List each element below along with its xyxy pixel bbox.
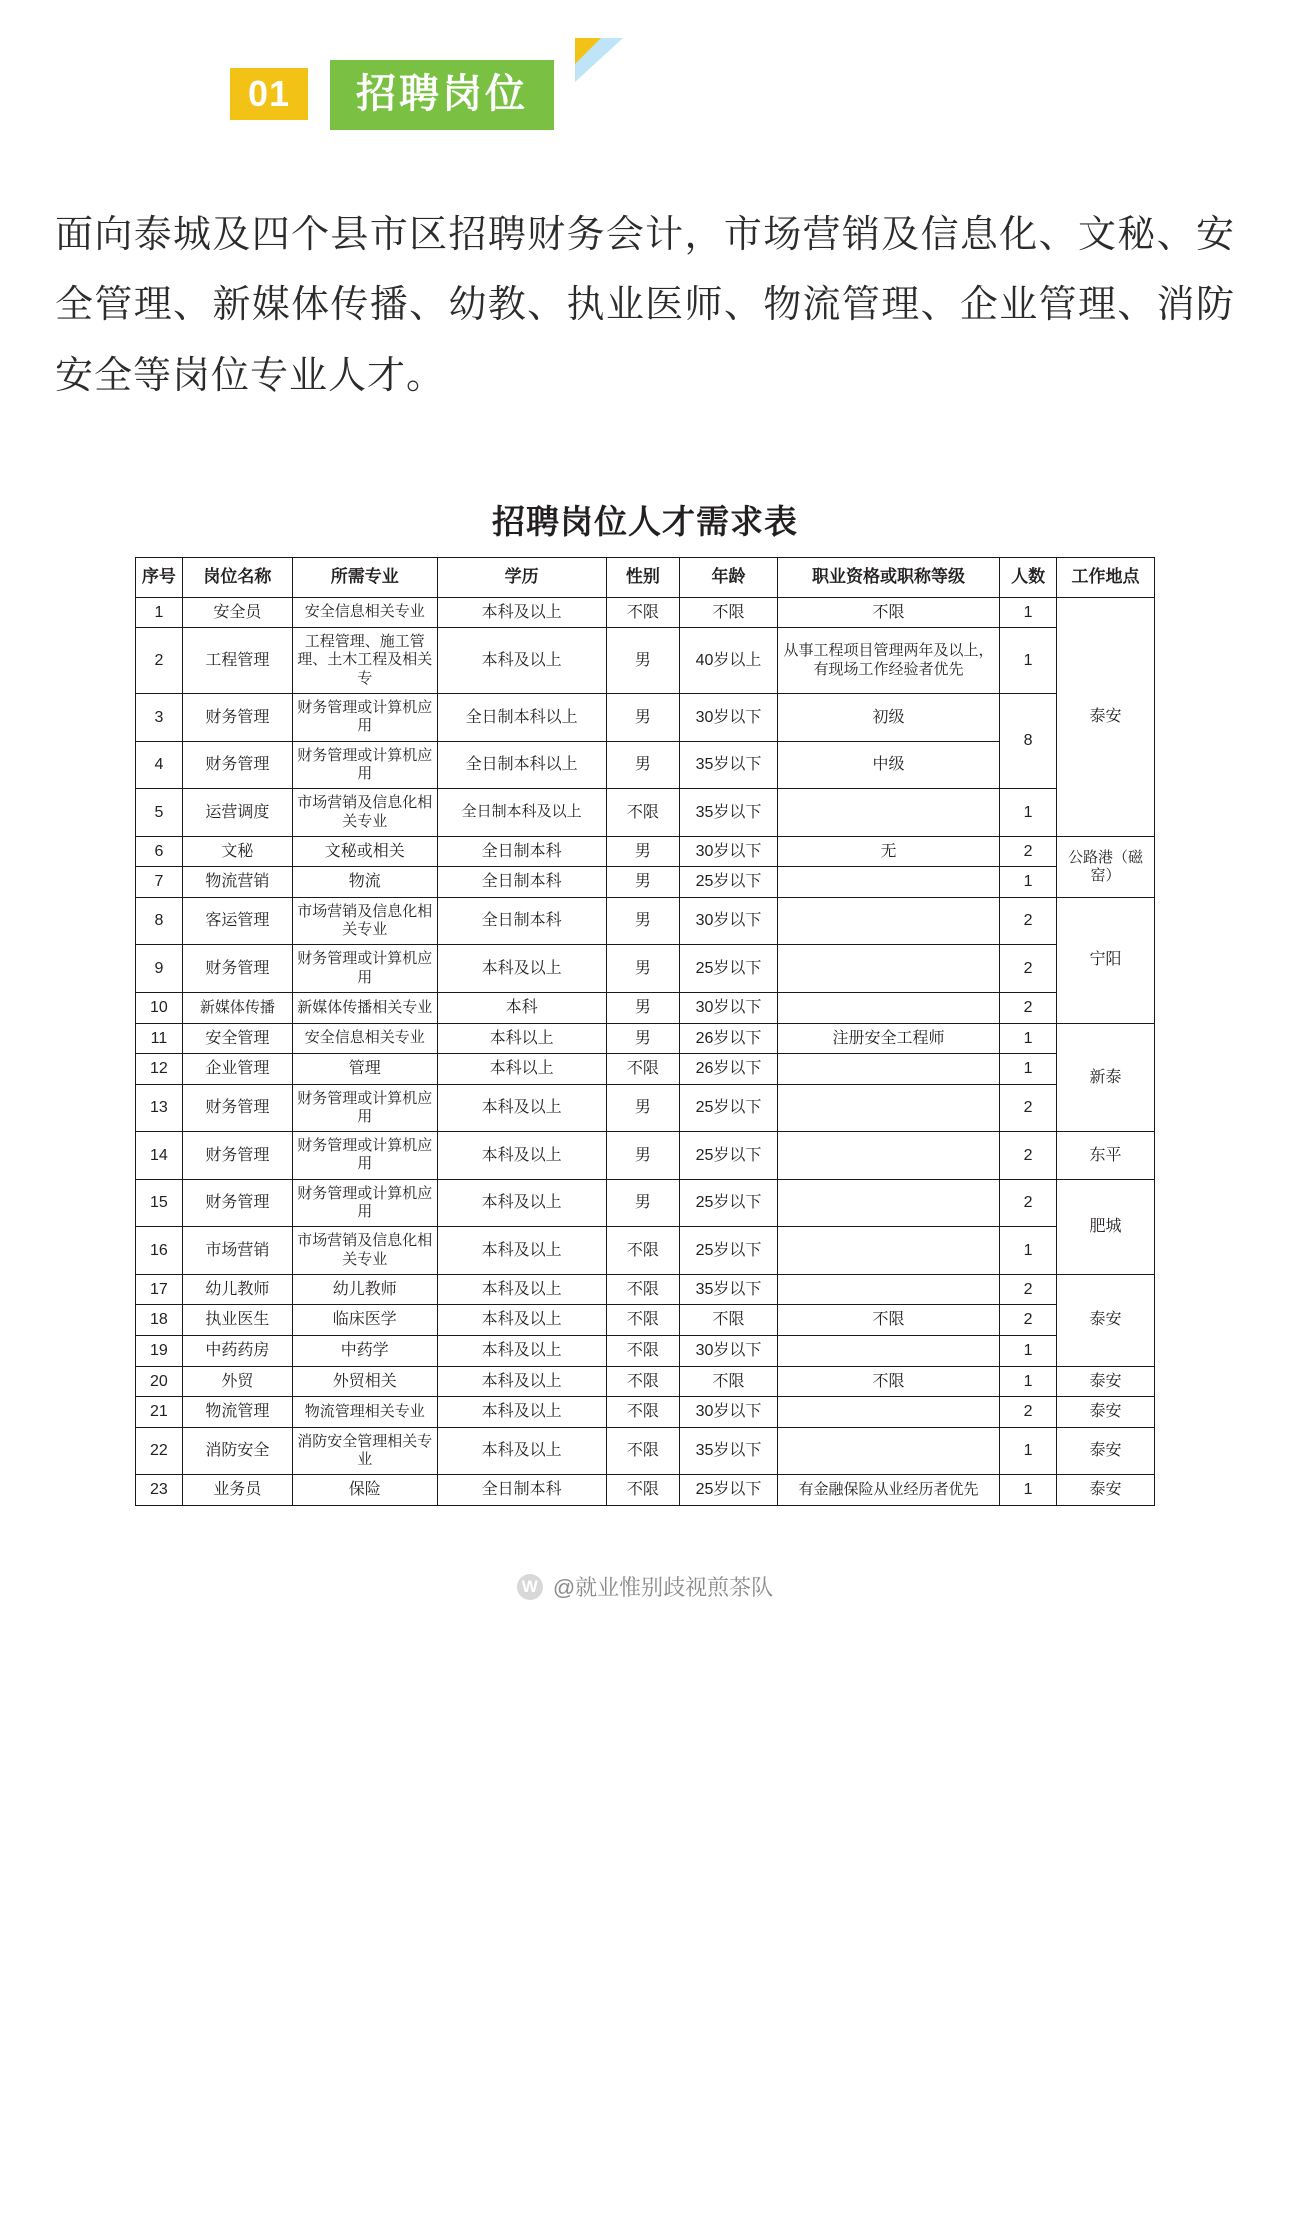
- header-place: 工作地点: [1057, 557, 1155, 597]
- cell-count: 2: [1000, 1274, 1057, 1305]
- cell-name: 新媒体传播: [182, 993, 292, 1024]
- header-edu: 学历: [437, 557, 606, 597]
- cell-count: 1: [1000, 1227, 1057, 1275]
- cell-name: 财务管理: [182, 694, 292, 742]
- cell-major: 消防安全管理相关专业: [292, 1427, 437, 1475]
- cell-no: 9: [136, 945, 183, 993]
- weibo-icon: W: [517, 1574, 543, 1600]
- cell-name: 执业医生: [182, 1305, 292, 1336]
- cell-cert: [777, 1132, 999, 1180]
- cell-cert: 不限: [777, 597, 999, 628]
- cell-sex: 男: [606, 628, 679, 694]
- cell-sex: 男: [606, 1023, 679, 1054]
- cell-age: 25岁以下: [680, 1132, 778, 1180]
- cell-count: 1: [1000, 1475, 1057, 1506]
- cell-age: 35岁以下: [680, 741, 778, 789]
- table-row: [136, 993, 1155, 1024]
- cell-age: 30岁以下: [680, 836, 778, 867]
- cell-place: 泰安: [1057, 1274, 1155, 1366]
- cell-sex: 男: [606, 1179, 679, 1227]
- cell-no: 19: [136, 1335, 183, 1366]
- cell-major: 财务管理或计算机应用: [292, 1132, 437, 1180]
- cell-sex: 不限: [606, 1335, 679, 1366]
- cell-sex: 男: [606, 836, 679, 867]
- section-title: 招聘岗位: [330, 60, 554, 130]
- cell-age: 25岁以下: [680, 867, 778, 898]
- cell-count: 2: [1000, 1305, 1057, 1336]
- cell-sex: 不限: [606, 597, 679, 628]
- header-major: 所需专业: [292, 557, 437, 597]
- cell-count: 1: [1000, 1054, 1057, 1085]
- cell-no: 3: [136, 694, 183, 742]
- cell-age: 不限: [680, 1366, 778, 1397]
- cell-count: 8: [1000, 694, 1057, 789]
- cell-no: 4: [136, 741, 183, 789]
- cell-name: 文秘: [182, 836, 292, 867]
- cell-name: 中药药房: [182, 1335, 292, 1366]
- cell-no: 15: [136, 1179, 183, 1227]
- cell-no: 17: [136, 1274, 183, 1305]
- cell-major: 临床医学: [292, 1305, 437, 1336]
- cell-cert: [777, 867, 999, 898]
- cell-age: 30岁以下: [680, 993, 778, 1024]
- table-row: [136, 1023, 1155, 1054]
- cell-no: 16: [136, 1227, 183, 1275]
- cell-major: 市场营销及信息化相关专业: [292, 1227, 437, 1275]
- cell-sex: 不限: [606, 1397, 679, 1428]
- table-row: [136, 789, 1155, 837]
- cell-sex: 男: [606, 993, 679, 1024]
- cell-no: 6: [136, 836, 183, 867]
- table-row: [136, 1397, 1155, 1428]
- cell-cert: [777, 1227, 999, 1275]
- cell-sex: 男: [606, 694, 679, 742]
- cell-edu: 全日制本科以上: [437, 741, 606, 789]
- cell-age: 不限: [680, 597, 778, 628]
- cell-name: 运营调度: [182, 789, 292, 837]
- table-wrapper: [135, 557, 1155, 1506]
- cell-major: 财务管理或计算机应用: [292, 694, 437, 742]
- cell-major: 财务管理或计算机应用: [292, 1179, 437, 1227]
- cell-count: 2: [1000, 1179, 1057, 1227]
- cell-edu: 全日制本科: [437, 897, 606, 945]
- cell-count: 2: [1000, 1397, 1057, 1428]
- cell-edu: 本科及以上: [437, 1397, 606, 1428]
- cell-sex: 男: [606, 867, 679, 898]
- cell-no: 12: [136, 1054, 183, 1085]
- cell-cert: 有金融保险从业经历者优先: [777, 1475, 999, 1506]
- cell-cert: [777, 993, 999, 1024]
- cell-edu: 本科及以上: [437, 1179, 606, 1227]
- cell-name: 工程管理: [182, 628, 292, 694]
- cell-edu: 本科以上: [437, 1023, 606, 1054]
- cell-count: 1: [1000, 1335, 1057, 1366]
- cell-count: 2: [1000, 993, 1057, 1024]
- cell-edu: 本科及以上: [437, 1227, 606, 1275]
- cell-age: 25岁以下: [680, 1227, 778, 1275]
- cell-no: 10: [136, 993, 183, 1024]
- cell-cert: [777, 897, 999, 945]
- cell-age: 25岁以下: [680, 945, 778, 993]
- cell-edu: 本科及以上: [437, 1366, 606, 1397]
- cell-count: 2: [1000, 945, 1057, 993]
- cell-name: 消防安全: [182, 1427, 292, 1475]
- table-row: [136, 628, 1155, 694]
- cell-count: 2: [1000, 836, 1057, 867]
- cell-edu: 全日制本科: [437, 836, 606, 867]
- cell-age: 25岁以下: [680, 1475, 778, 1506]
- cell-no: 14: [136, 1132, 183, 1180]
- cell-sex: 男: [606, 945, 679, 993]
- cell-edu: 本科及以上: [437, 1305, 606, 1336]
- cell-major: 市场营销及信息化相关专业: [292, 897, 437, 945]
- cell-age: 25岁以下: [680, 1179, 778, 1227]
- cell-edu: 本科以上: [437, 1054, 606, 1085]
- cell-edu: 本科及以上: [437, 1427, 606, 1475]
- cell-age: 30岁以下: [680, 1335, 778, 1366]
- cell-place: 泰安: [1057, 1475, 1155, 1506]
- cell-major: 外贸相关: [292, 1366, 437, 1397]
- cell-no: 18: [136, 1305, 183, 1336]
- decorative-triangle-yellow-icon: [575, 38, 601, 64]
- header-no: 序号: [136, 557, 183, 597]
- header-cert: 职业资格或职称等级: [777, 557, 999, 597]
- cell-age: 30岁以下: [680, 694, 778, 742]
- cell-major: 物流管理相关专业: [292, 1397, 437, 1428]
- cell-major: 安全信息相关专业: [292, 1023, 437, 1054]
- cell-major: 财务管理或计算机应用: [292, 1084, 437, 1132]
- cell-sex: 不限: [606, 1475, 679, 1506]
- cell-cert: [777, 1397, 999, 1428]
- table-row: [136, 1335, 1155, 1366]
- cell-cert: [777, 1084, 999, 1132]
- cell-count: 2: [1000, 1084, 1057, 1132]
- cell-name: 业务员: [182, 1475, 292, 1506]
- cell-name: 市场营销: [182, 1227, 292, 1275]
- cell-count: 1: [1000, 597, 1057, 628]
- table-row: [136, 1366, 1155, 1397]
- cell-sex: 男: [606, 1132, 679, 1180]
- header-count: 人数: [1000, 557, 1057, 597]
- cell-major: 中药学: [292, 1335, 437, 1366]
- cell-cert: 不限: [777, 1305, 999, 1336]
- table-row: [136, 836, 1155, 867]
- cell-name: 企业管理: [182, 1054, 292, 1085]
- section-number: 01: [230, 68, 308, 120]
- header-sex: 性别: [606, 557, 679, 597]
- cell-sex: 男: [606, 1084, 679, 1132]
- table-row: [136, 1427, 1155, 1475]
- cell-count: 2: [1000, 1132, 1057, 1180]
- cell-cert: [777, 1335, 999, 1366]
- table-row: [136, 945, 1155, 993]
- cell-major: 财务管理或计算机应用: [292, 741, 437, 789]
- cell-edu: 本科及以上: [437, 1084, 606, 1132]
- cell-major: 工程管理、施工管理、土木工程及相关专: [292, 628, 437, 694]
- cell-edu: 本科及以上: [437, 628, 606, 694]
- cell-name: 财务管理: [182, 1132, 292, 1180]
- cell-edu: 本科及以上: [437, 945, 606, 993]
- cell-cert: [777, 1179, 999, 1227]
- cell-name: 安全管理: [182, 1023, 292, 1054]
- cell-cert: 无: [777, 836, 999, 867]
- cell-name: 外贸: [182, 1366, 292, 1397]
- table-row: [136, 867, 1155, 898]
- cell-count: 1: [1000, 628, 1057, 694]
- cell-sex: 不限: [606, 1366, 679, 1397]
- header-age: 年龄: [680, 557, 778, 597]
- cell-no: 1: [136, 597, 183, 628]
- cell-no: 5: [136, 789, 183, 837]
- cell-age: 40岁以上: [680, 628, 778, 694]
- cell-edu: 本科及以上: [437, 1132, 606, 1180]
- section-banner: [200, 30, 1290, 140]
- table-row: [136, 597, 1155, 628]
- document-page: [0, 30, 1290, 2234]
- header-name: 岗位名称: [182, 557, 292, 597]
- cell-no: 21: [136, 1397, 183, 1428]
- cell-sex: 不限: [606, 789, 679, 837]
- cell-age: 26岁以下: [680, 1023, 778, 1054]
- cell-age: 35岁以下: [680, 1427, 778, 1475]
- cell-major: 文秘或相关: [292, 836, 437, 867]
- cell-age: 30岁以下: [680, 897, 778, 945]
- cell-edu: 本科及以上: [437, 1335, 606, 1366]
- cell-cert: [777, 1054, 999, 1085]
- cell-edu: 本科: [437, 993, 606, 1024]
- cell-sex: 不限: [606, 1305, 679, 1336]
- cell-name: 物流管理: [182, 1397, 292, 1428]
- cell-cert: [777, 945, 999, 993]
- table-title: 招聘岗位人才需求表: [492, 501, 798, 541]
- cell-name: 安全员: [182, 597, 292, 628]
- cell-edu: 全日制本科以上: [437, 694, 606, 742]
- footer-watermark: [0, 1550, 1290, 1624]
- cell-name: 物流营销: [182, 867, 292, 898]
- cell-cert: [777, 789, 999, 837]
- cell-no: 2: [136, 628, 183, 694]
- watermark-text: @就业惟别歧视煎茶队: [552, 1575, 774, 1601]
- cell-place: 泰安: [1057, 1427, 1155, 1475]
- cell-no: 13: [136, 1084, 183, 1132]
- cell-age: 35岁以下: [680, 1274, 778, 1305]
- cell-no: 23: [136, 1475, 183, 1506]
- cell-cert: 从事工程项目管理两年及以上，有现场工作经验者优先: [777, 628, 999, 694]
- cell-place: 新泰: [1057, 1023, 1155, 1132]
- cell-age: 25岁以下: [680, 1084, 778, 1132]
- cell-major: 物流: [292, 867, 437, 898]
- cell-name: 财务管理: [182, 741, 292, 789]
- table-row: [136, 694, 1155, 742]
- table-row: [136, 1227, 1155, 1275]
- table-row: [136, 1084, 1155, 1132]
- cell-place: 东平: [1057, 1132, 1155, 1180]
- cell-cert: [777, 1274, 999, 1305]
- cell-cert: 不限: [777, 1366, 999, 1397]
- cell-place: 宁阳: [1057, 897, 1155, 1023]
- cell-edu: 本科及以上: [437, 1274, 606, 1305]
- jobs-table: [135, 557, 1155, 1506]
- cell-name: 财务管理: [182, 1084, 292, 1132]
- cell-place: 公路港（磁窑）: [1057, 836, 1155, 897]
- cell-place: 泰安: [1057, 1366, 1155, 1397]
- cell-cert: [777, 1427, 999, 1475]
- cell-place: 泰安: [1057, 597, 1155, 836]
- cell-name: 客运管理: [182, 897, 292, 945]
- cell-cert: 初级: [777, 694, 999, 742]
- cell-no: 8: [136, 897, 183, 945]
- cell-count: 1: [1000, 1366, 1057, 1397]
- cell-major: 保险: [292, 1475, 437, 1506]
- table-row: [136, 1132, 1155, 1180]
- table-row: [136, 1475, 1155, 1506]
- cell-age: 26岁以下: [680, 1054, 778, 1085]
- cell-major: 安全信息相关专业: [292, 597, 437, 628]
- cell-count: 2: [1000, 897, 1057, 945]
- cell-no: 22: [136, 1427, 183, 1475]
- cell-edu: 全日制本科: [437, 867, 606, 898]
- cell-cert: 注册安全工程师: [777, 1023, 999, 1054]
- cell-major: 市场营销及信息化相关专业: [292, 789, 437, 837]
- table-row: [136, 1305, 1155, 1336]
- cell-place: 泰安: [1057, 1397, 1155, 1428]
- cell-count: 1: [1000, 1023, 1057, 1054]
- intro-paragraph: 面向泰城及四个县市区招聘财务会计，市场营销及信息化、文秘、安全管理、新媒体传播、幼教、执业医师、物流管理、企业管理、消防安全等岗位专业人才。: [55, 214, 1235, 397]
- cell-no: 20: [136, 1366, 183, 1397]
- cell-sex: 不限: [606, 1227, 679, 1275]
- cell-sex: 不限: [606, 1274, 679, 1305]
- table-header-row: [136, 557, 1155, 597]
- cell-place: 肥城: [1057, 1179, 1155, 1274]
- cell-name: 财务管理: [182, 1179, 292, 1227]
- cell-age: 30岁以下: [680, 1397, 778, 1428]
- cell-cert: 中级: [777, 741, 999, 789]
- cell-major: 幼儿教师: [292, 1274, 437, 1305]
- cell-sex: 不限: [606, 1054, 679, 1085]
- cell-count: 1: [1000, 867, 1057, 898]
- cell-no: 11: [136, 1023, 183, 1054]
- cell-edu: 全日制本科及以上: [437, 789, 606, 837]
- cell-sex: 不限: [606, 1427, 679, 1475]
- cell-age: 不限: [680, 1305, 778, 1336]
- cell-edu: 本科及以上: [437, 597, 606, 628]
- cell-major: 管理: [292, 1054, 437, 1085]
- cell-count: 1: [1000, 789, 1057, 837]
- table-row: [136, 1179, 1155, 1227]
- cell-age: 35岁以下: [680, 789, 778, 837]
- cell-major: 财务管理或计算机应用: [292, 945, 437, 993]
- table-row: [136, 1274, 1155, 1305]
- cell-name: 幼儿教师: [182, 1274, 292, 1305]
- cell-count: 1: [1000, 1427, 1057, 1475]
- cell-major: 新媒体传播相关专业: [292, 993, 437, 1024]
- cell-no: 7: [136, 867, 183, 898]
- cell-name: 财务管理: [182, 945, 292, 993]
- table-row: [136, 1054, 1155, 1085]
- cell-sex: 男: [606, 897, 679, 945]
- cell-edu: 全日制本科: [437, 1475, 606, 1506]
- table-row: [136, 897, 1155, 945]
- cell-sex: 男: [606, 741, 679, 789]
